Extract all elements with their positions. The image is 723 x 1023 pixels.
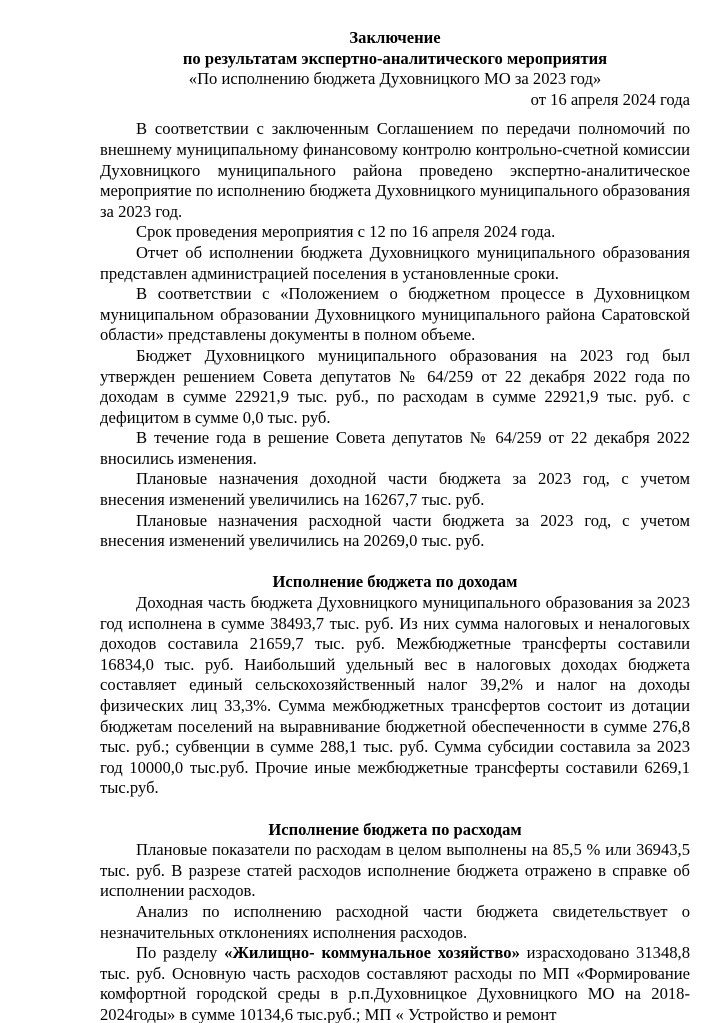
document-date: от 16 апреля 2024 года <box>530 89 690 109</box>
paragraph-amendments: В течение года в решение Совета депутатов № 64/259 от 22 декабря 2022 вносились изменения. <box>100 428 690 468</box>
paragraph-expense-plan: Плановые назначения расходной части бюджета за 2023 год, с учетом внесения изменений увеличились на 20269,0 тыс. руб. <box>100 510 690 551</box>
document-title-block <box>100 28 690 90</box>
document-title-line1: Заключение <box>349 28 441 47</box>
document-subtitle: «По исполнению бюджета Духовницкого МО за 2023 год» <box>188 69 602 89</box>
paragraph-income-plan: Плановые назначения доходной части бюджета за 2023 год, с учетом внесения изменений увеличились на 16267,7 тыс. руб. <box>100 469 690 510</box>
paragraph-budget-approved: Бюджет Духовницкого муниципального образования на 2023 год был утвержден решением Совета депутатов № 64/259 от 22 декабря 2022 года по доходам в сумме 22921,9 тыс. руб., по расходам в сумме 22921,9 тыс. руб. с дефицитом в сумме 0,0 тыс. руб. <box>100 345 690 427</box>
paragraph-regulation: В соответствии с «Положением о бюджетном процессе в Духовницком муниципальном образовании Духовницкого муниципального района Саратовской области» представлены документы в полном объеме. <box>100 284 690 345</box>
document-title-line2: по результатам экспертно-аналитического мероприятия <box>182 48 608 68</box>
paragraph-expense-execution: Плановые показатели по расходам в целом выполнены на 85,5 % или 36943,5 тыс. руб. В разрезе статей расходов исполнение бюджета отражено в справке об исполнении расходов. <box>100 840 690 901</box>
housing-section-suffix: израсходовано 31348,8 тыс. руб. Основную часть расходов составляют расходы по МП «Формирование комфортной городской среды в р.п.Духовницкое Духовницкого МО на 2018-2024годы» в сумме 10134,6 тыс.руб.; МП « Устройство и ремонт <box>100 943 690 1023</box>
section-heading-expense: Исполнение бюджета по расходам <box>268 819 522 839</box>
paragraph-agreement: В соответствии с заключенным Соглашением по передачи полномочий по внешнему муниципальному финансовому контролю контрольно-счетной комиссии Духовницкого муниципального района проведено экспертно-аналитическое мероприятие по исполнению бюджета Духовницкого муниципального образования за 2023 год. <box>100 119 690 221</box>
paragraph-housing-section <box>100 943 690 1023</box>
paragraph-income-execution: Доходная часть бюджета Духовницкого муниципального образования за 2023 год исполнена в сумме 38493,7 тыс. руб. Из них сумма налоговых и неналоговых доходов составила 21659,7 тыс. руб. Межбюджетные трансферты составили 16834,0 тыс. руб. Наибольший удельный вес в налоговых доходах бюджета составляет единый сельскохозяйственный налог 39,2% и налог на доходы физических лиц 33,3%. Сумма межбюджетных трансфертов состоит из дотации бюджетам поселений на выравнивание бюджетной обеспеченности в сумме 276,8 тыс. руб.; субвенции в сумме 288,1 тыс. руб. Сумма субсидии составила за 2023 год 10000,0 тыс.руб. Прочие иные межбюджетные трансферты составили 6269,1 тыс.руб. <box>100 593 690 798</box>
paragraph-period: Срок проведения мероприятия с 12 по 16 апреля 2024 года. <box>136 222 556 242</box>
paragraph-report-submission: Отчет об исполнении бюджета Духовницкого муниципального образования представлен администрацией поселения в установленные сроки. <box>100 242 690 283</box>
housing-section-name: «Жилищно- коммунальное хозяйство» <box>224 943 520 963</box>
paragraph-expense-analysis: Анализ по исполнению расходной части бюджета свидетельствует о незначительных отклонениях исполнения расходов. <box>100 901 690 942</box>
section-heading-income: Исполнение бюджета по доходам <box>272 572 518 592</box>
housing-section-prefix: По разделу <box>136 943 225 963</box>
